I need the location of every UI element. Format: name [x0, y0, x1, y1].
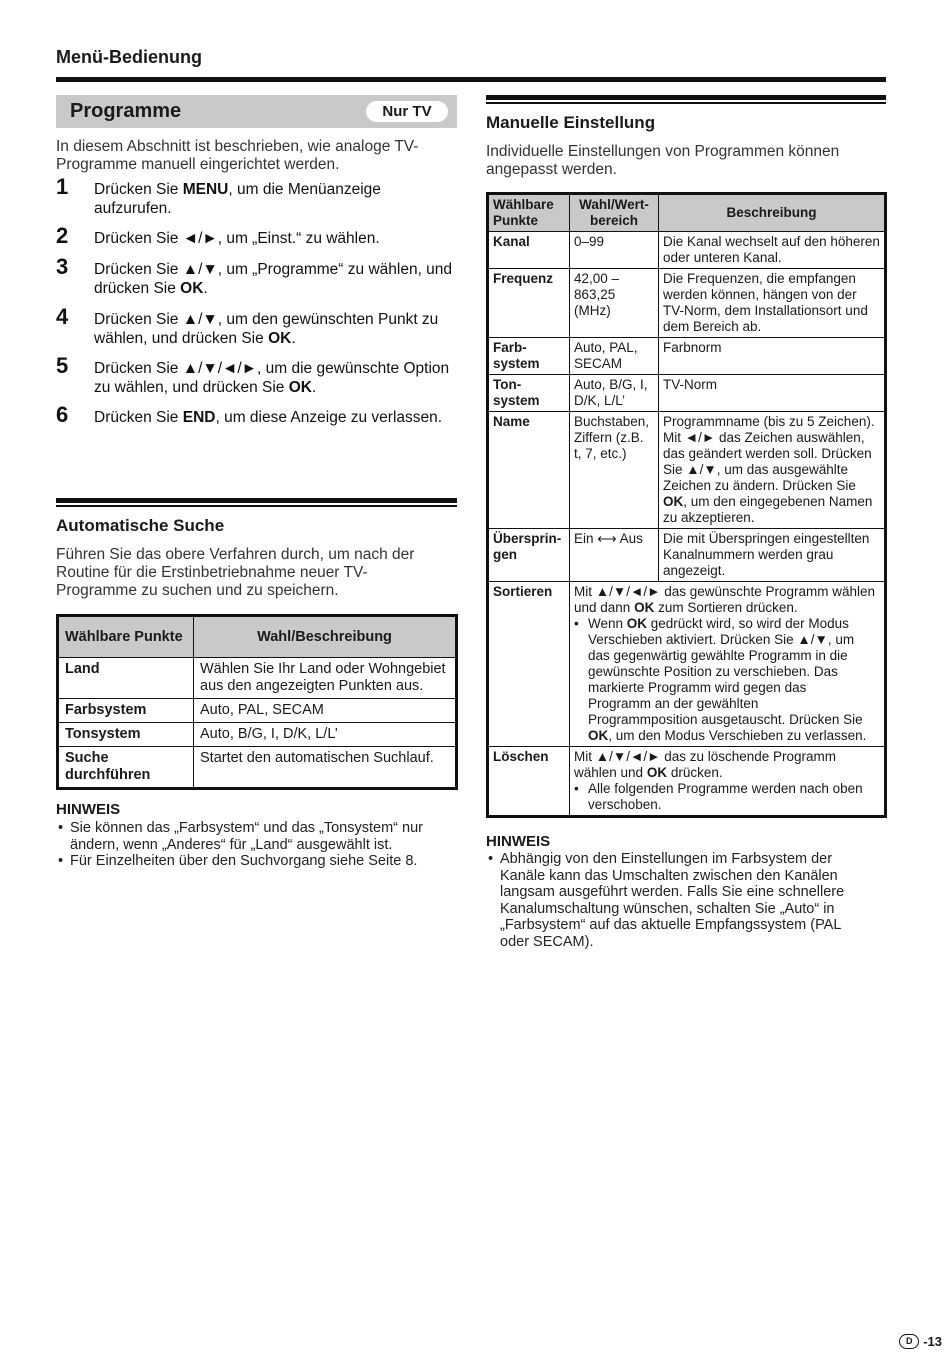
key-ok: OK [180, 280, 204, 297]
row-value: Auto, PAL, SECAM [194, 699, 457, 723]
row-desc: Die Frequenzen, die empfangen werden können, hängen von der TV-Norm, dem Installationsort und dem Bereich ab. [659, 269, 886, 338]
table-row [488, 582, 886, 747]
col-header: Wählbare Punkte [58, 616, 194, 658]
key-ok: OK [634, 600, 655, 615]
manual-table [486, 192, 887, 818]
table-row [488, 747, 886, 817]
table-row [488, 412, 886, 529]
page-number-text: -13 [923, 1334, 942, 1349]
row-range: Auto, B/G, I, D/K, L/L’ [570, 375, 659, 412]
table-row [488, 269, 886, 338]
row-desc: TV-Norm [659, 375, 886, 412]
step-number: 5 [56, 353, 69, 378]
table-row [488, 338, 886, 375]
key-end: END [182, 409, 216, 426]
programme-title-bar [56, 95, 457, 128]
row-range: Ein ⟷ Aus [570, 529, 659, 582]
manual-intro: Individuelle Einstellungen von Programmen können angepasst werden. [486, 143, 840, 178]
desc-text: gedrückt wird, so wird der Modus Verschieben aktiviert. Drücken Sie ▲/▼, um das gegenwärtig gewählte Programm in die gewünschte Position zu verschieben. Das markierte Programm wird gegen das Programm an der gewählten Programmposition ausgetauscht. Drücken Sie [588, 616, 863, 727]
desc-text: , um den eingegebenen Namen zu akzeptieren. [663, 494, 873, 525]
row-value: Startet den automatischen Suchlauf. [194, 747, 457, 789]
section-rule [486, 95, 886, 104]
key-ok: OK [588, 728, 609, 743]
desc-bullet [574, 616, 868, 744]
section-rule [56, 498, 457, 507]
row-range: Auto, PAL, SECAM [570, 338, 659, 375]
col-header: Wahl/Wert-bereich [570, 194, 659, 232]
step-5 [56, 353, 461, 408]
row-key: Sortieren [488, 582, 570, 747]
row-desc [570, 747, 886, 817]
row-desc [659, 412, 886, 529]
nur-tv-badge: Nur TV [366, 101, 448, 122]
note-item: • Sie können das „Farbsystem“ und das „Tonsystem“ nur ändern, wenn „Anderes“ für „Land“ ausgewählt ist. [56, 820, 456, 853]
auto-notes [56, 820, 456, 870]
row-key: Löschen [488, 747, 570, 817]
key-menu: MENU [182, 181, 229, 198]
row-range: 0–99 [570, 232, 659, 269]
table-row [488, 232, 886, 269]
col-header: Wählbare Punkte [488, 194, 570, 232]
step-2 [56, 223, 461, 260]
row-key: Frequenz [488, 269, 570, 338]
table-row [488, 375, 886, 412]
key-ok: OK [268, 330, 292, 347]
row-key: Suche durchführen [58, 747, 194, 789]
desc-text: Mit ▲/▼/◄/► das gewünschte Programm wählen und dann [574, 584, 876, 615]
row-key: Übersprin-gen [488, 529, 570, 582]
row-range: 42,00 – 863,25 (MHz) [570, 269, 659, 338]
row-desc [570, 582, 886, 747]
key-ok: OK [288, 379, 312, 396]
step-1 [56, 174, 461, 229]
programme-title: Programme [70, 100, 182, 122]
step-text: . [311, 379, 317, 396]
desc-text: , um den Modus Verschieben zu verlassen. [608, 728, 867, 743]
step-text: . [291, 330, 296, 347]
table-row [488, 529, 886, 582]
programme-intro: In diesem Abschnitt ist beschrieben, wie analoge TV-Programme manuell eingerichtet werden. [56, 138, 419, 173]
step-text: Drücken Sie [94, 181, 183, 198]
step-text: , um die Menüanzeige aufzurufen. [94, 181, 381, 217]
manual-title: Manuelle Einstellung [486, 113, 656, 132]
step-text: Drücken Sie [94, 409, 183, 426]
desc-bullet: • Alle folgenden Programme werden nach oben verschoben. [574, 781, 868, 813]
row-key: Farbsystem [58, 699, 194, 723]
step-number: 4 [56, 304, 69, 329]
row-desc: Die mit Überspringen eingestellten Kanalnummern werden grau angezeigt. [659, 529, 886, 582]
table-row [58, 658, 457, 699]
page-number [899, 1334, 942, 1349]
row-range: Buchstaben, Ziffern (z.B. t, 7, etc.) [570, 412, 659, 529]
step-3 [56, 254, 461, 310]
desc-text: zum Sortieren drücken. [654, 600, 798, 615]
language-d-icon: D [899, 1334, 919, 1349]
step-text: , um diese Anzeige zu verlassen. [215, 409, 443, 426]
table-row [58, 699, 457, 723]
row-key: Ton-system [488, 375, 570, 412]
header-rule [56, 77, 886, 82]
desc-text: Mit ▲/▼/◄/► das zu löschende Programm wählen und [574, 749, 837, 780]
auto-title: Automatische Suche [56, 516, 225, 535]
col-header: Beschreibung [659, 194, 886, 232]
table-row [58, 747, 457, 789]
col-header: Wahl/Beschreibung [194, 616, 457, 658]
row-key: Name [488, 412, 570, 529]
row-key: Land [58, 658, 194, 699]
step-number: 1 [56, 174, 69, 199]
row-desc: Die Kanal wechselt auf den höheren oder unteren Kanal. [659, 232, 886, 269]
key-ok: OK [626, 616, 648, 631]
desc-text: drücken. [667, 765, 723, 780]
row-key: Kanal [488, 232, 570, 269]
desc-text: Programmname (bis zu 5 Zeichen). Mit ◄/► das Zeichen auswählen, das geändert werden soll. Drücken Sie ▲/▼, um das ausgewählte Zeichen zu ändern. Drücken Sie [663, 414, 875, 493]
table-row [58, 723, 457, 747]
step-text: Drücken Sie ◄/►, um „Einst.“ zu wählen. [94, 230, 380, 247]
row-value: Auto, B/G, I, D/K, L/L’ [194, 723, 457, 747]
step-text: Drücken Sie ▲/▼, um den gewünschten Punkt zu wählen, und drücken Sie [94, 311, 439, 347]
hinweis-heading: HINWEIS [56, 801, 121, 818]
row-key: Farb-system [488, 338, 570, 375]
hinweis-heading: HINWEIS [486, 833, 551, 850]
step-text: . [203, 280, 208, 297]
page-header-title: Menü-Bedienung [56, 47, 202, 67]
auto-intro: Führen Sie das obere Verfahren durch, um nach der Routine für die Erstinbetriebnahme neuer TV-Programme zu suchen und zu speichern. [56, 546, 415, 599]
manual-notes [486, 851, 864, 950]
note-item: • Für Einzelheiten über den Suchvorgang siehe Seite 8. [56, 853, 456, 870]
key-ok: OK [646, 765, 668, 780]
step-number: 2 [56, 223, 69, 248]
row-desc: Farbnorm [659, 338, 886, 375]
steps-list [56, 174, 461, 448]
auto-table [56, 614, 458, 790]
step-4 [56, 304, 461, 359]
step-text: Drücken Sie ▲/▼/◄/►, um die gewünschte Option zu wählen, und drücken Sie [94, 360, 450, 396]
step-text: Drücken Sie ▲/▼, um „Programme“ zu wählen, und drücken Sie [94, 261, 453, 297]
row-key: Tonsystem [58, 723, 194, 747]
note-item: • Abhängig von den Einstellungen im Farbsystem der Kanäle kann das Umschalten zwischen den Kanälen langsam ausgeführt werden. Falls Sie eine schnellere Kanalumschaltung wünschen, schalten Sie „Auto“ in „Farbsystem“ auf das aktuelle Empfangssystem (PAL oder SECAM). [486, 851, 864, 950]
row-value: Wählen Sie Ihr Land oder Wohngebiet aus den angezeigten Punkten aus. [194, 658, 457, 699]
desc-text: Wenn [588, 616, 627, 631]
key-ok: OK [663, 494, 684, 509]
step-6 [56, 402, 461, 448]
step-number: 3 [56, 254, 69, 279]
step-number: 6 [56, 402, 69, 427]
